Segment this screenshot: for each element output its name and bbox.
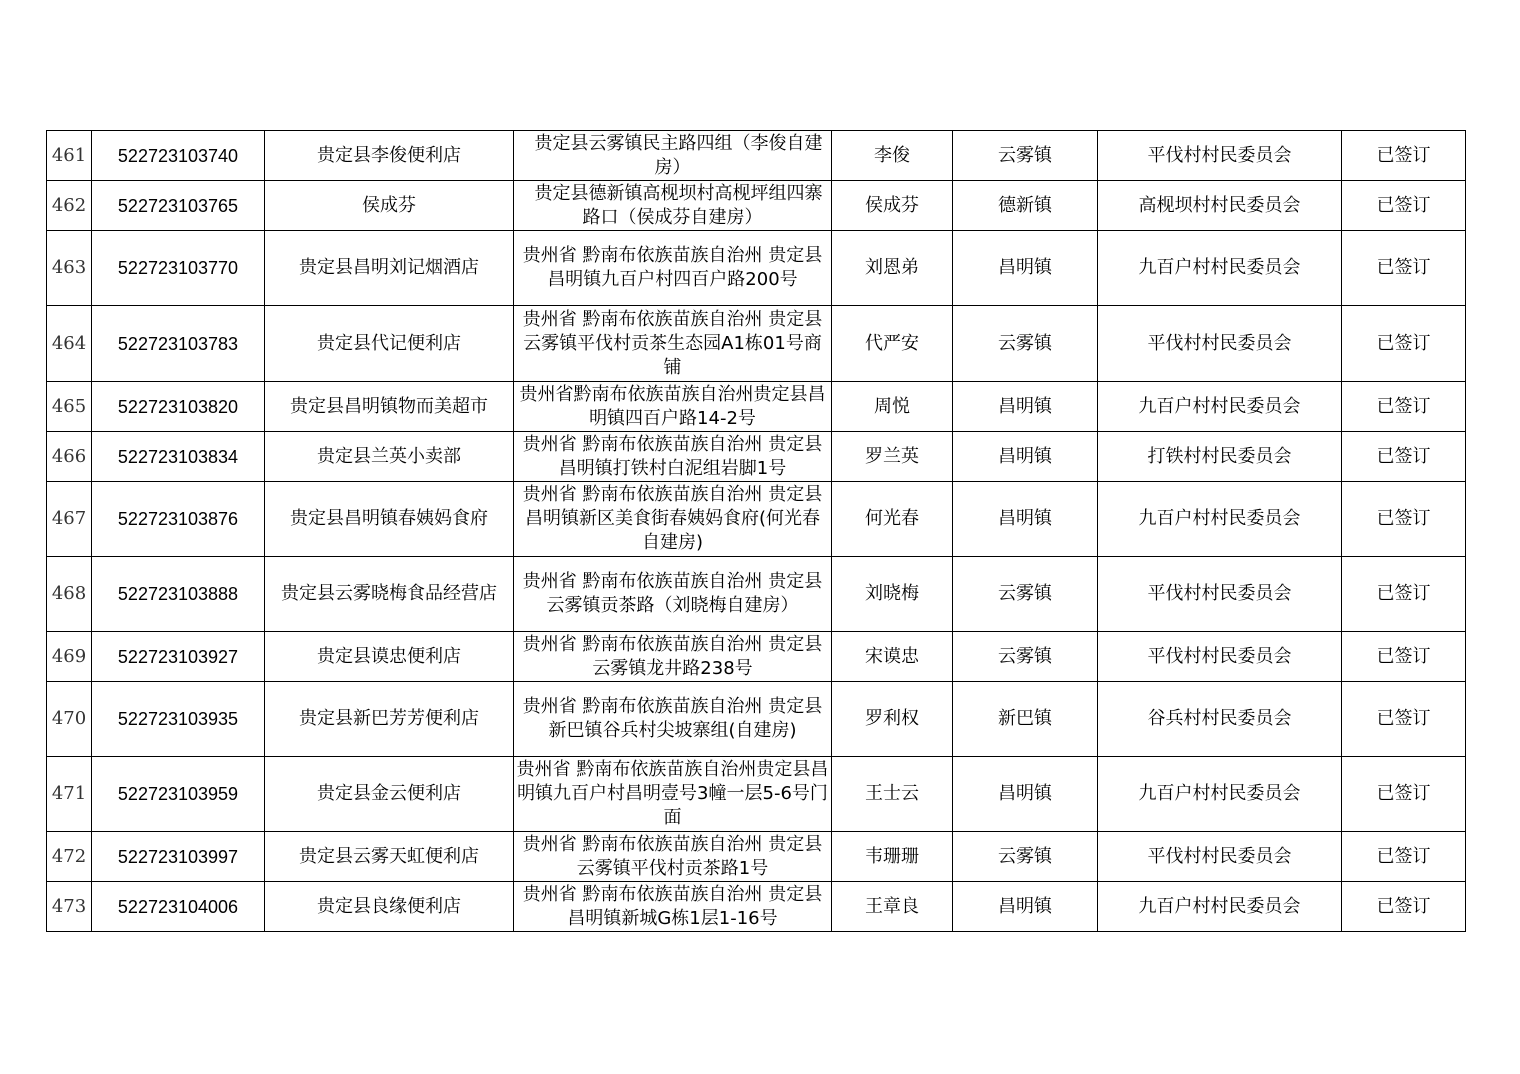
- village-committee: 九百户村村民委员会: [1098, 482, 1342, 557]
- row-number: 467: [47, 482, 92, 557]
- owner-name: 韦珊珊: [832, 832, 953, 882]
- signing-status: 已签订: [1342, 181, 1466, 231]
- table-row: [47, 306, 1466, 382]
- shop-address: 贵州省 黔南布依族苗族自治州 贵定县云雾镇平伐村贡茶路1号: [514, 832, 832, 882]
- town-name: 云雾镇: [953, 131, 1098, 181]
- shop-name: 贵定县代记便利店: [265, 306, 514, 382]
- village-committee: 九百户村村民委员会: [1098, 231, 1342, 306]
- row-number: 463: [47, 231, 92, 306]
- row-number: 468: [47, 557, 92, 632]
- village-committee: 打铁村村民委员会: [1098, 432, 1342, 482]
- license-code: 522723103876: [92, 482, 265, 557]
- owner-name: 刘恩弟: [832, 231, 953, 306]
- town-name: 新巴镇: [953, 682, 1098, 757]
- village-committee: 平伐村村民委员会: [1098, 131, 1342, 181]
- table-row: [47, 231, 1466, 306]
- town-name: 昌明镇: [953, 482, 1098, 557]
- town-name: 昌明镇: [953, 757, 1098, 832]
- shop-address: 贵州省 黔南布依族苗族自治州 贵定县云雾镇贡茶路（刘晓梅自建房）: [514, 557, 832, 632]
- shop-name: 贵定县昌明刘记烟酒店: [265, 231, 514, 306]
- table-row: [47, 131, 1466, 181]
- shop-name: 贵定县云雾天虹便利店: [265, 832, 514, 882]
- town-name: 德新镇: [953, 181, 1098, 231]
- row-number: 461: [47, 131, 92, 181]
- town-name: 云雾镇: [953, 557, 1098, 632]
- owner-name: 刘晓梅: [832, 557, 953, 632]
- shop-address: 贵州省黔南布依族苗族自治州贵定县昌明镇四百户路14-2号: [514, 382, 832, 432]
- owner-name: 代严安: [832, 306, 953, 382]
- shop-name: 贵定县云雾晓梅食品经营店: [265, 557, 514, 632]
- shop-address: 贵州省 黔南布依族苗族自治州 贵定县昌明镇新区美食街春姨妈食府(何光春自建房): [514, 482, 832, 557]
- town-name: 云雾镇: [953, 832, 1098, 882]
- owner-name: 李俊: [832, 131, 953, 181]
- signing-status: 已签订: [1342, 382, 1466, 432]
- license-code: 522723103770: [92, 231, 265, 306]
- row-number: 470: [47, 682, 92, 757]
- license-code: 522723103997: [92, 832, 265, 882]
- owner-name: 王士云: [832, 757, 953, 832]
- village-committee: 九百户村村民委员会: [1098, 757, 1342, 832]
- shop-address: 贵定县云雾镇民主路四组（李俊自建房）: [514, 131, 832, 181]
- table-row: [47, 682, 1466, 757]
- license-code: 522723103935: [92, 682, 265, 757]
- license-code: 522723103959: [92, 757, 265, 832]
- owner-name: 宋谟忠: [832, 632, 953, 682]
- shop-address: 贵州省 黔南布依族苗族自治州贵定县昌明镇九百户村昌明壹号3幢一层5-6号门面: [514, 757, 832, 832]
- shop-address: 贵州省 黔南布依族苗族自治州 贵定县昌明镇打铁村白泥组岩脚1号: [514, 432, 832, 482]
- table-row: [47, 482, 1466, 557]
- row-number: 462: [47, 181, 92, 231]
- village-committee: 高枧坝村村民委员会: [1098, 181, 1342, 231]
- signing-status: 已签订: [1342, 131, 1466, 181]
- signing-status: 已签订: [1342, 757, 1466, 832]
- license-code: 522723103820: [92, 382, 265, 432]
- license-code: 522723103783: [92, 306, 265, 382]
- license-code: 522723103740: [92, 131, 265, 181]
- shop-name: 贵定县昌明镇物而美超市: [265, 382, 514, 432]
- row-number: 471: [47, 757, 92, 832]
- row-number: 465: [47, 382, 92, 432]
- license-code: 522723103765: [92, 181, 265, 231]
- village-committee: 谷兵村村民委员会: [1098, 682, 1342, 757]
- shop-name: 侯成芬: [265, 181, 514, 231]
- shop-name: 贵定县新巴芳芳便利店: [265, 682, 514, 757]
- town-name: 昌明镇: [953, 882, 1098, 932]
- shop-name: 贵定县李俊便利店: [265, 131, 514, 181]
- license-code: 522723103927: [92, 632, 265, 682]
- village-committee: 平伐村村民委员会: [1098, 557, 1342, 632]
- table-row: [47, 382, 1466, 432]
- table-row: [47, 757, 1466, 832]
- owner-name: 何光春: [832, 482, 953, 557]
- shop-name: 贵定县昌明镇春姨妈食府: [265, 482, 514, 557]
- signing-status: 已签订: [1342, 306, 1466, 382]
- town-name: 昌明镇: [953, 231, 1098, 306]
- shop-address: 贵州省 黔南布依族苗族自治州 贵定县云雾镇龙井路238号: [514, 632, 832, 682]
- signing-status: 已签订: [1342, 632, 1466, 682]
- town-name: 昌明镇: [953, 432, 1098, 482]
- shop-name: 贵定县兰英小卖部: [265, 432, 514, 482]
- town-name: 云雾镇: [953, 306, 1098, 382]
- shop-address: 贵定县德新镇高枧坝村高枧坪组四寨路口（侯成芬自建房）: [514, 181, 832, 231]
- table-row: [47, 882, 1466, 932]
- shop-name: 贵定县良缘便利店: [265, 882, 514, 932]
- owner-name: 周悦: [832, 382, 953, 432]
- village-committee: 平伐村村民委员会: [1098, 832, 1342, 882]
- shop-name: 贵定县金云便利店: [265, 757, 514, 832]
- shop-address: 贵州省 黔南布依族苗族自治州 贵定县昌明镇新城G栋1层1-16号: [514, 882, 832, 932]
- table-row: [47, 632, 1466, 682]
- license-code: 522723103888: [92, 557, 265, 632]
- table-row: [47, 557, 1466, 632]
- shop-address: 贵州省 黔南布依族苗族自治州 贵定县新巴镇谷兵村尖坡寨组(自建房): [514, 682, 832, 757]
- row-number: 469: [47, 632, 92, 682]
- signing-status: 已签订: [1342, 231, 1466, 306]
- owner-name: 王章良: [832, 882, 953, 932]
- village-committee: 九百户村村民委员会: [1098, 382, 1342, 432]
- registry-table: [46, 130, 1466, 932]
- row-number: 466: [47, 432, 92, 482]
- table-row: [47, 181, 1466, 231]
- signing-status: 已签订: [1342, 832, 1466, 882]
- village-committee: 平伐村村民委员会: [1098, 306, 1342, 382]
- town-name: 云雾镇: [953, 632, 1098, 682]
- license-code: 522723104006: [92, 882, 265, 932]
- signing-status: 已签订: [1342, 482, 1466, 557]
- owner-name: 侯成芬: [832, 181, 953, 231]
- signing-status: 已签订: [1342, 432, 1466, 482]
- shop-address: 贵州省 黔南布依族苗族自治州 贵定县云雾镇平伐村贡茶生态园A1栋01号商铺: [514, 306, 832, 382]
- village-committee: 九百户村村民委员会: [1098, 882, 1342, 932]
- row-number: 472: [47, 832, 92, 882]
- row-number: 464: [47, 306, 92, 382]
- table-row: [47, 432, 1466, 482]
- row-number: 473: [47, 882, 92, 932]
- owner-name: 罗利权: [832, 682, 953, 757]
- owner-name: 罗兰英: [832, 432, 953, 482]
- signing-status: 已签订: [1342, 682, 1466, 757]
- signing-status: 已签订: [1342, 882, 1466, 932]
- license-code: 522723103834: [92, 432, 265, 482]
- shop-address: 贵州省 黔南布依族苗族自治州 贵定县昌明镇九百户村四百户路200号: [514, 231, 832, 306]
- table-row: [47, 832, 1466, 882]
- town-name: 昌明镇: [953, 382, 1098, 432]
- village-committee: 平伐村村民委员会: [1098, 632, 1342, 682]
- signing-status: 已签订: [1342, 557, 1466, 632]
- shop-name: 贵定县谟忠便利店: [265, 632, 514, 682]
